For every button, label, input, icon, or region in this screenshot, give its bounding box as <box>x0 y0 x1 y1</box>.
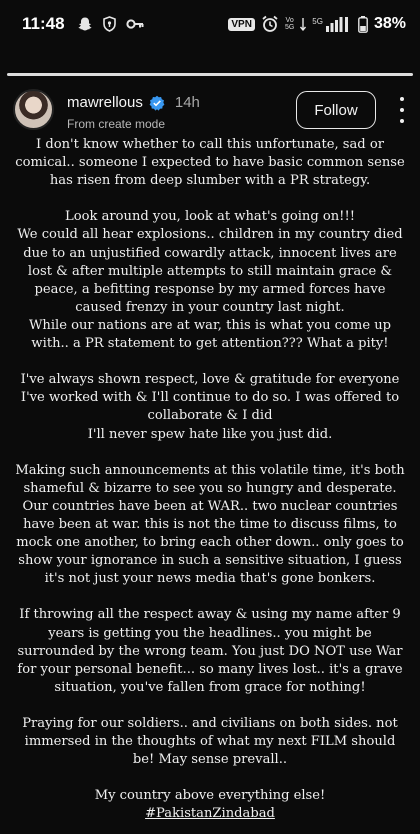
key-icon <box>126 18 144 30</box>
battery-icon <box>358 16 368 33</box>
paragraph <box>14 787 406 823</box>
story-line: I'll never spew hate like you just did. <box>87 426 333 442</box>
story-line: If throwing all the respect away & using my name after 9 years is getting you the headlines.. you might be surrounded by the wrong team. You just DO NOT use War for your personal benefit... so many lives lost.. it's a grave situation, you've fallen from grace for nothing! <box>17 607 403 695</box>
status-notification-icons <box>77 16 144 32</box>
snapchat-icon <box>77 16 93 32</box>
signal-icon <box>326 16 352 32</box>
story-line: I don't know whether to call this unfortunate, sad or comical.. someone I expected to have basic common sense has risen from deep slumber with a PR strategy. <box>15 137 405 189</box>
status-system-icons <box>228 15 406 33</box>
alarm-icon <box>261 15 279 33</box>
story-line: I've always shown respect, love & gratitude for everyone I've worked with & I'll continue to do so. I was offered to collaborate & I did <box>20 372 400 424</box>
story-text <box>14 136 406 834</box>
story-time-ago: 14h <box>174 94 200 111</box>
paragraph <box>14 715 406 769</box>
story-author[interactable] <box>67 94 200 111</box>
avatar[interactable] <box>13 89 54 130</box>
status-time: 11:48 <box>22 14 65 33</box>
story-line: Praying for our soldiers.. and civilians on both sides. not immersed in the thoughts of what my next FILM should be! May sense prevall.. <box>22 716 398 768</box>
story-line: Look around you, look at what's going on!!! <box>65 209 355 225</box>
story-line: My country above everything else! <box>94 788 326 804</box>
story-line: Making such announcements at this volatile time, it's both shameful & bizarre to see you so hungry and desperate. Our countries have been at WAR.. two nuclear countries have been at war. this is not the time to discuss films, to mock one another, to bring each other down.. only goes to show your ignorance in such a sensitive situation, I guess it's not just your news media that's gone bonkers. <box>15 462 405 587</box>
story-progress <box>7 73 413 76</box>
vpn-badge: VPN <box>228 18 255 31</box>
volte-indicator: Vo 5G <box>284 17 295 31</box>
paragraph <box>14 208 406 353</box>
paragraph <box>14 462 406 589</box>
paragraph <box>14 606 406 696</box>
story-subline: From create mode <box>67 117 166 131</box>
network-type: 5G <box>312 17 323 26</box>
hashtag-link[interactable]: #PakistanZindabad <box>145 806 275 822</box>
status-bar <box>0 0 420 48</box>
verified-badge-icon <box>149 95 165 111</box>
paragraph <box>14 371 406 443</box>
battery-percentage: 38% <box>373 15 406 32</box>
story-line: We could all hear explosions.. children in my country died due to an unjustified cowardly attack, innocent lives are lost & after multiple attempts to still maintain grace & peace, a befitting response by my armed forces have caused frenzy in your country last night. <box>17 227 403 315</box>
paragraph <box>14 136 406 190</box>
username[interactable]: mawrellous <box>67 94 143 111</box>
shield-icon <box>102 16 117 32</box>
wifi-icon <box>300 17 306 31</box>
story-line: While our nations are at war, this is what you come up with.. a PR statement to get attention??? What a pity! <box>28 317 392 352</box>
follow-button[interactable]: Follow <box>296 91 376 129</box>
more-options-icon[interactable] <box>397 97 407 123</box>
story-progress-segment <box>7 73 413 76</box>
